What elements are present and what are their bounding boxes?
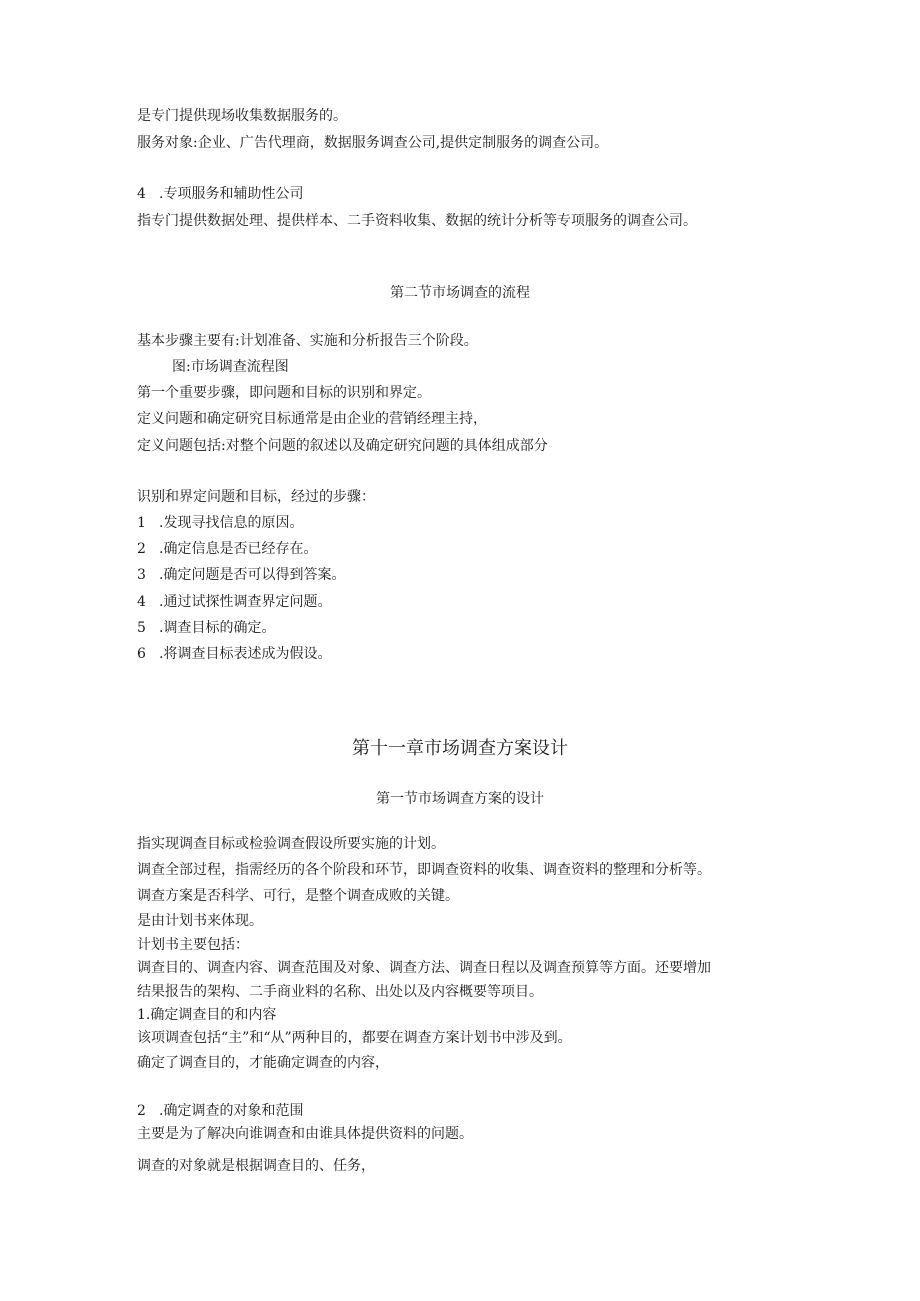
paragraph-line: 指实现调查目标或检验调查假设所要实施的计划。 <box>137 836 445 852</box>
list-number: 5 <box>137 620 146 636</box>
list-number: 3 <box>137 567 146 583</box>
paragraph-line: 定义问题和确定研究目标通常是由企业的营销经理主持， <box>137 411 487 427</box>
list-item <box>137 644 331 664</box>
paragraph-line: 基本步骤主要有:计划准备、实施和分析报告三个阶段。 <box>137 333 478 349</box>
list-text: .发现寻找信息的原因。 <box>159 515 304 531</box>
paragraph-line: 是由计划书来体现。 <box>137 913 263 929</box>
list-number: 2 <box>137 541 146 557</box>
paragraph-line: 服务对象:企业、广告代理商，数据服务调查公司,提供定制服务的调查公司。 <box>137 135 609 151</box>
paragraph-line: 定义问题包括:对整个问题的叙述以及确定研究问题的具体组成部分 <box>137 438 548 454</box>
numbered-heading <box>137 184 303 204</box>
heading-number: 4 <box>137 186 146 202</box>
numbered-heading: 1.确定调查目的和内容 <box>137 1007 277 1023</box>
paragraph-line: 调查的对象就是根据调查目的、任务， <box>137 1158 375 1174</box>
paragraph-line: 是专门提供现场收集数据服务的。 <box>137 108 347 124</box>
list-item <box>137 592 331 612</box>
paragraph-line: 识别和界定问题和目标，经过的步骤： <box>137 489 375 505</box>
paragraph-line: 调查目的、调查内容、调查范围及对象、调查方法、调查日程以及调查预算等方面。还要增加 <box>137 960 711 976</box>
paragraph-line: 调查全部过程，指需经历的各个阶段和环节，即调查资料的收集、调查资料的整理和分析等。 <box>137 862 711 878</box>
paragraph-line: 第一个重要步骤，即问题和目标的识别和界定。 <box>137 385 431 401</box>
list-number: 1 <box>137 515 146 531</box>
paragraph-line: 结果报告的架构、二手商业料的名称、出处以及内容概要等项目。 <box>137 984 543 1000</box>
list-item <box>137 565 345 585</box>
paragraph-line: 调查方案是否科学、可行，是整个调查成败的关键。 <box>137 888 459 904</box>
list-item <box>137 539 317 559</box>
section-title: 第一节市场调查方案的设计 <box>376 791 544 807</box>
list-text: .通过试探性调查界定问题。 <box>159 594 332 610</box>
list-text: .确定信息是否已经存在。 <box>159 541 318 557</box>
list-text: .确定问题是否可以得到答案。 <box>159 567 346 583</box>
list-number: 4 <box>137 594 146 610</box>
figure-caption: 图:市场调查流程图 <box>172 359 289 375</box>
section-title: 第二节市场调查的流程 <box>390 285 530 301</box>
heading-number: 2 <box>137 1103 146 1119</box>
list-number: 6 <box>137 646 146 662</box>
paragraph-line: 该项调查包括“主”和“从”两种目的，都要在调查方案计划书中涉及到。 <box>137 1030 572 1046</box>
list-text: .调查目标的确定。 <box>159 620 276 636</box>
chapter-title: 第十一章市场调查方案设计 <box>352 738 568 759</box>
heading-text: .确定调查的对象和范围 <box>159 1103 304 1119</box>
numbered-heading <box>137 1101 303 1121</box>
list-item <box>137 513 303 533</box>
paragraph-line: 指专门提供数据处理、提供样本、二手资料收集、数据的统计分析等专项服务的调查公司。 <box>137 213 697 229</box>
list-item <box>137 618 275 638</box>
paragraph-line: 确定了调查目的，才能确定调查的内容， <box>137 1055 389 1071</box>
paragraph-line: 主要是为了解决向谁调查和由谁具体提供资料的问题。 <box>137 1126 473 1142</box>
list-text: .将调查目标表述成为假设。 <box>159 646 332 662</box>
heading-text: .专项服务和辅助性公司 <box>159 186 304 202</box>
paragraph-line: 计划书主要包括： <box>137 937 249 953</box>
